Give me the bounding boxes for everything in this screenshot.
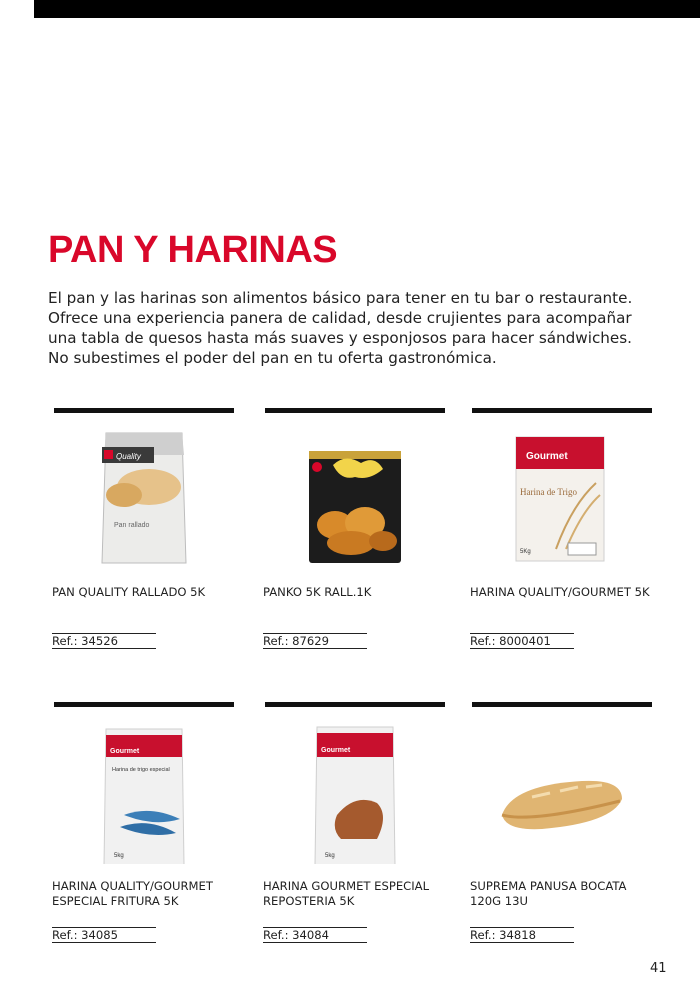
- product-ref: Ref.: 34085: [52, 927, 156, 943]
- svg-text:Pan rallado: Pan rallado: [114, 522, 150, 529]
- product-name: SUPREMA PANUSA BOCATA 120G 13U: [470, 879, 627, 908]
- product-image-gourmet-frying-flour: [54, 719, 234, 864]
- top-bar: [34, 0, 700, 18]
- svg-text:Gourmet: Gourmet: [110, 748, 140, 755]
- svg-text:5kg: 5kg: [325, 853, 335, 859]
- product-ref: Ref.: 34526: [52, 633, 156, 649]
- card-divider: [265, 408, 445, 413]
- product-name: HARINA QUALITY/GOURMET 5K: [470, 585, 650, 599]
- svg-text:5kg: 5kg: [114, 853, 124, 859]
- product-ref: Ref.: 34084: [263, 927, 367, 943]
- product-image-baguette: [472, 719, 652, 864]
- product-ref: Ref.: 8000401: [470, 633, 574, 649]
- product-name: PAN QUALITY RALLADO 5K: [52, 585, 206, 599]
- product-name: HARINA GOURMET ESPECIAL REPOSTERIA 5K: [263, 879, 430, 908]
- card-divider: [54, 702, 234, 707]
- product-name: HARINA QUALITY/GOURMET ESPECIAL FRITURA 5K: [52, 879, 213, 908]
- svg-text:Gourmet: Gourmet: [321, 747, 351, 754]
- product-ref: Ref.: 34818: [470, 927, 574, 943]
- svg-text:5Kg: 5Kg: [520, 549, 531, 555]
- card-divider: [54, 408, 234, 413]
- intro-paragraph: El pan y las harinas son alimentos básico para tener en tu bar o restaurante. Ofrece una experiencia panera de calidad, desde crujientes para acompañar una tabla de quesos hasta más suaves y esponjosos para hacer sándwiches. No subestimes el poder del pan en tu oferta gastronómica.: [48, 289, 633, 367]
- svg-text:Harina de Trigo: Harina de Trigo: [520, 487, 577, 497]
- svg-text:Quality: Quality: [116, 452, 141, 461]
- product-name: PANKO 5K RALL.1K: [263, 585, 372, 599]
- product-image-panko: [265, 425, 445, 570]
- page-number: 41: [650, 961, 667, 976]
- svg-text:Harina de trigo especial: Harina de trigo especial: [112, 767, 170, 773]
- product-image-quality-breadcrumbs: [54, 425, 234, 570]
- product-image-gourmet-wheat-flour: [472, 425, 652, 570]
- page-title: PAN Y HARINAS: [48, 229, 338, 271]
- svg-text:Gourmet: Gourmet: [526, 451, 568, 462]
- product-image-gourmet-pastry-flour: [265, 719, 445, 864]
- product-ref: Ref.: 87629: [263, 633, 367, 649]
- card-divider: [472, 702, 652, 707]
- card-divider: [472, 408, 652, 413]
- card-divider: [265, 702, 445, 707]
